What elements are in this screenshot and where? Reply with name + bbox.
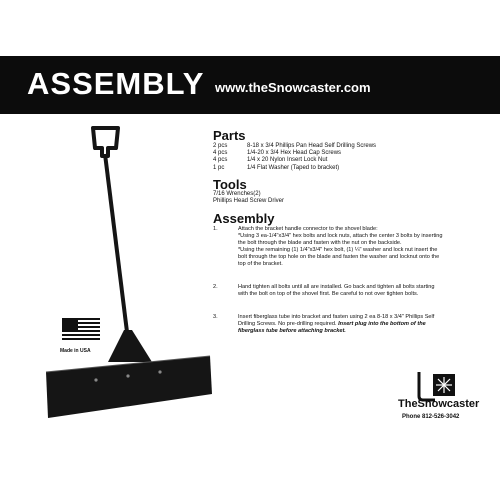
parts-row: 4 pcs 1/4 x 20 Nylon Insert Lock Nut [213, 157, 328, 164]
step-text: Insert fiberglass tube into bracket and fasten using 2 ea 8-18 x 3/4" Phillips Self Drilling Screws. No pre-drilling required. Insert plug into the bottom of the fiberglass tube before attaching bracket. [238, 314, 435, 334]
step-number: 2. [213, 284, 218, 290]
assembly-step [213, 284, 448, 309]
page-title: ASSEMBLY [27, 66, 205, 101]
blade-hole [158, 370, 161, 373]
assembly-heading: Assembly [213, 211, 275, 226]
step-emphasis: Insert plug into the bottom of the fiberglass tube before attaching bracket. [238, 321, 426, 334]
parts-row: 1 pc 1/4 Flat Washer (Taped to bracket) [213, 164, 340, 171]
tools-heading: Tools [213, 177, 247, 192]
blade-hole [94, 378, 97, 381]
shaft [105, 154, 128, 340]
blade-hole [126, 374, 129, 377]
assembly-step [213, 314, 448, 339]
step-number: 3. [213, 314, 218, 320]
brand-name: TheSnowcaster [398, 398, 480, 410]
blade-edge [46, 356, 210, 372]
step-number: 1. [213, 226, 218, 232]
header-band [0, 56, 500, 114]
parts-row: 2 pcs 8-18 x 3/4 Phillips Pan Head Self Drilling Screws [213, 143, 377, 149]
website-url: www.theSnowcaster.com [215, 80, 371, 95]
parts-heading: Parts [213, 128, 246, 143]
brand-phone: Phone 812-526-3042 [402, 414, 460, 420]
d-handle [93, 128, 118, 156]
parts-row: 4 pcs 1/4-20 x 3/4 Hex Head Cap Screws [213, 150, 342, 157]
tools-list [213, 191, 284, 205]
step-text: Attach the bracket handle connector to the shovel blade: *Using 3 ea-1/4"x3/4" hex bolts and lock nuts, attach the center 3 bolts by inserting the bolt through the blade and fasten with the nut on the backside. *Using the remaining (1) 1/4"x3/4" hex bolt, (1) ¼" washer and lock nut insert the bolt through the top hole on the blade and fasten the washer and locknut onto the top of the bracket. [238, 226, 443, 267]
snowflake-icon [405, 370, 475, 420]
made-in-usa-label: Made in USA [60, 348, 91, 354]
blade [46, 356, 212, 418]
bracket [108, 330, 152, 362]
us-flag-icon [62, 318, 100, 342]
tool-item: 7/16 Wrenches(2) [213, 191, 261, 197]
assembly-step [213, 226, 448, 286]
parts-list [213, 143, 376, 172]
tool-item: Phillips Head Screw Driver [213, 198, 285, 205]
step-text: Hand tighten all bolts until all are installed. Go back and tighten all bolts starting with the bolt on top of the shovel first. Be careful to not over tighten bolts. [238, 284, 435, 297]
